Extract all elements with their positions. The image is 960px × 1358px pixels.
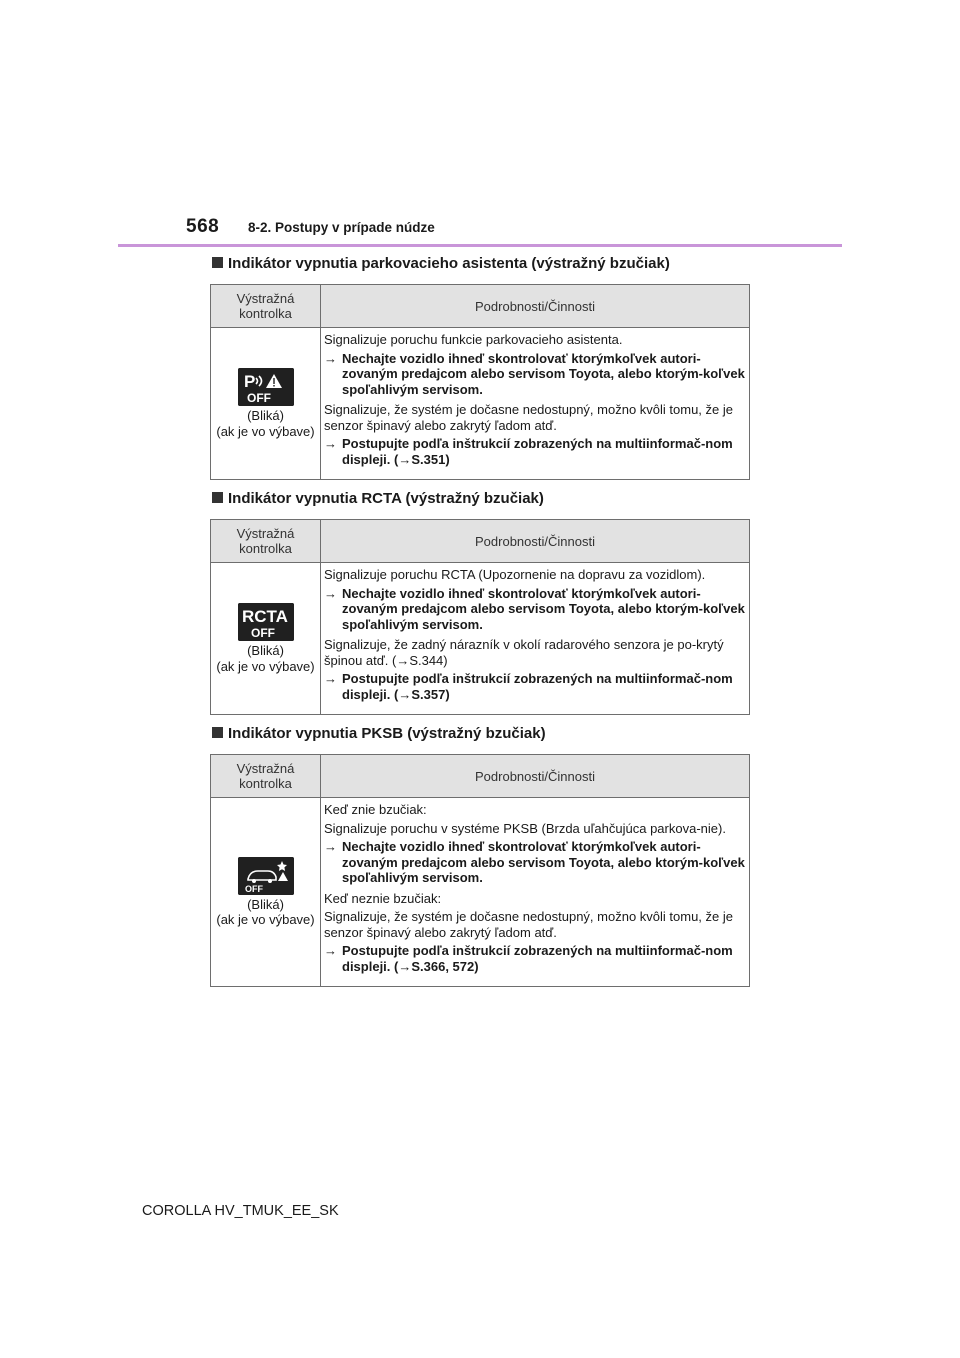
table-row	[211, 563, 750, 715]
description-text: Signalizuje, že zadný nárazník v okolí radarového senzora je po-krytý špinou atď. (→S.344)	[324, 637, 724, 668]
square-bullet-icon	[212, 257, 223, 268]
square-bullet-icon	[212, 727, 223, 738]
page-reference-link[interactable]: S.351	[411, 451, 446, 467]
arrow-icon: →	[324, 350, 337, 366]
page-number: 568	[186, 216, 220, 237]
square-bullet-icon	[212, 492, 223, 503]
header-details: Podrobnosti/Činnosti	[321, 520, 750, 563]
details-cell	[321, 563, 750, 715]
condition-text: Keď znie bzučiak:	[324, 802, 427, 817]
icon-note: (ak je vo výbave)	[216, 423, 315, 439]
page-reference-link[interactable]: S.344	[409, 652, 444, 668]
description-text: Signalizuje, že systém je dočasne nedostupný, možno kvôli tomu, že je senzor špinavý alebo zakrytý ľadom atď.	[324, 402, 733, 433]
icon-status: (Bliká)	[247, 896, 284, 912]
arrow-icon: →	[324, 839, 337, 854]
arrow-icon: →	[324, 585, 337, 601]
rcta-off-icon	[238, 603, 294, 641]
action-text: → Nechajte vozidlo ihneď skontrolovať ktorýmkoľvek autori-zovaným predajcom alebo servisom Toyota, alebo ktorým-koľvek spoľahlivým servisom.	[324, 585, 745, 632]
icon-note: (ak je vo výbave)	[216, 658, 315, 674]
svg-text:RCTA: RCTA	[241, 607, 288, 626]
table-header-row	[211, 520, 750, 563]
header-divider	[118, 244, 842, 247]
svg-text:P: P	[243, 372, 255, 391]
page-reference-link[interactable]: S.366, 572	[411, 958, 475, 974]
header-warning-light: Výstražná kontrolka	[211, 285, 321, 328]
details-cell	[321, 798, 750, 987]
subsection-title-pksb: Indikátor vypnutia PKSB (výstražný bzučiak)	[212, 725, 546, 742]
details-cell	[321, 328, 750, 480]
action-text: → Postupujte podľa inštrukcií zobrazených na multiinformač-nom displeji. (→S.351)	[324, 436, 733, 467]
warning-light-cell	[211, 563, 321, 715]
arrow-icon: →	[324, 671, 337, 686]
subsection-title-rcta: Indikátor vypnutia RCTA (výstražný bzučiak)	[212, 490, 544, 507]
document-footer: COROLLA HV_TMUK_EE_SK	[142, 1203, 339, 1219]
condition-text: Keď neznie bzučiak:	[324, 890, 442, 906]
svg-text:OFF: OFF	[246, 391, 271, 405]
arrow-icon: →	[324, 436, 337, 451]
description-text: Signalizuje, že systém je dočasne nedostupný, možno kvôli tomu, že je senzor špinavý alebo zakrytý ľadom atď.	[324, 909, 733, 940]
action-text: → Nechajte vozidlo ihneď skontrolovať ktorýmkoľvek autori-zovaným predajcom alebo servisom Toyota, alebo ktorým-koľvek spoľahlivým servisom.	[324, 350, 745, 397]
header-warning-light: Výstražná kontrolka	[211, 755, 321, 798]
description-text: Signalizuje poruchu funkcie parkovacieho asistenta.	[324, 332, 623, 347]
svg-text:OFF: OFF	[250, 626, 275, 640]
parking-assist-off-icon	[238, 368, 294, 406]
table-row	[211, 798, 750, 987]
table-header-row	[211, 755, 750, 798]
header-warning-light: Výstražná kontrolka	[211, 520, 321, 563]
svg-text:OFF: OFF	[244, 883, 263, 894]
warning-light-cell	[211, 798, 321, 987]
arrow-icon: →	[324, 943, 337, 958]
table-header-row	[211, 285, 750, 328]
header-details: Podrobnosti/Činnosti	[321, 285, 750, 328]
icon-status: (Bliká)	[247, 408, 284, 423]
action-text: → Nechajte vozidlo ihneď skontrolovať ktorýmkoľvek autori-zovaným predajcom alebo servisom Toyota, alebo ktorým-koľvek spoľahlivým servisom.	[324, 839, 745, 885]
warning-table-pksb	[210, 754, 750, 987]
icon-note: (ak je vo výbave)	[216, 912, 315, 927]
pksb-off-icon	[238, 857, 294, 895]
warning-table-rcta	[210, 519, 750, 715]
table-row	[211, 328, 750, 480]
action-text: → Postupujte podľa inštrukcií zobrazených na multiinformač-nom displeji. (→S.366, 572)	[324, 943, 733, 974]
action-text: → Postupujte podľa inštrukcií zobrazených na multiinformač-nom displeji. (→S.357)	[324, 671, 733, 702]
description-text: Signalizuje poruchu v systéme PKSB (Brzda uľahčujúca parkova-nie).	[324, 820, 726, 836]
description-text: Signalizuje poruchu RCTA (Upozornenie na dopravu za vozidlom).	[324, 567, 706, 582]
chapter-title: 8-2. Postupy v prípade núdze	[248, 220, 435, 235]
header-details: Podrobnosti/Činnosti	[321, 755, 750, 798]
warning-table-parking-assist	[210, 284, 750, 480]
warning-light-cell	[211, 328, 321, 480]
subsection-title-parking-assist: Indikátor vypnutia parkovacieho asistenta (výstražný bzučiak)	[212, 255, 670, 272]
icon-status: (Bliká)	[247, 643, 284, 658]
page-reference-link[interactable]: S.357	[411, 686, 446, 702]
